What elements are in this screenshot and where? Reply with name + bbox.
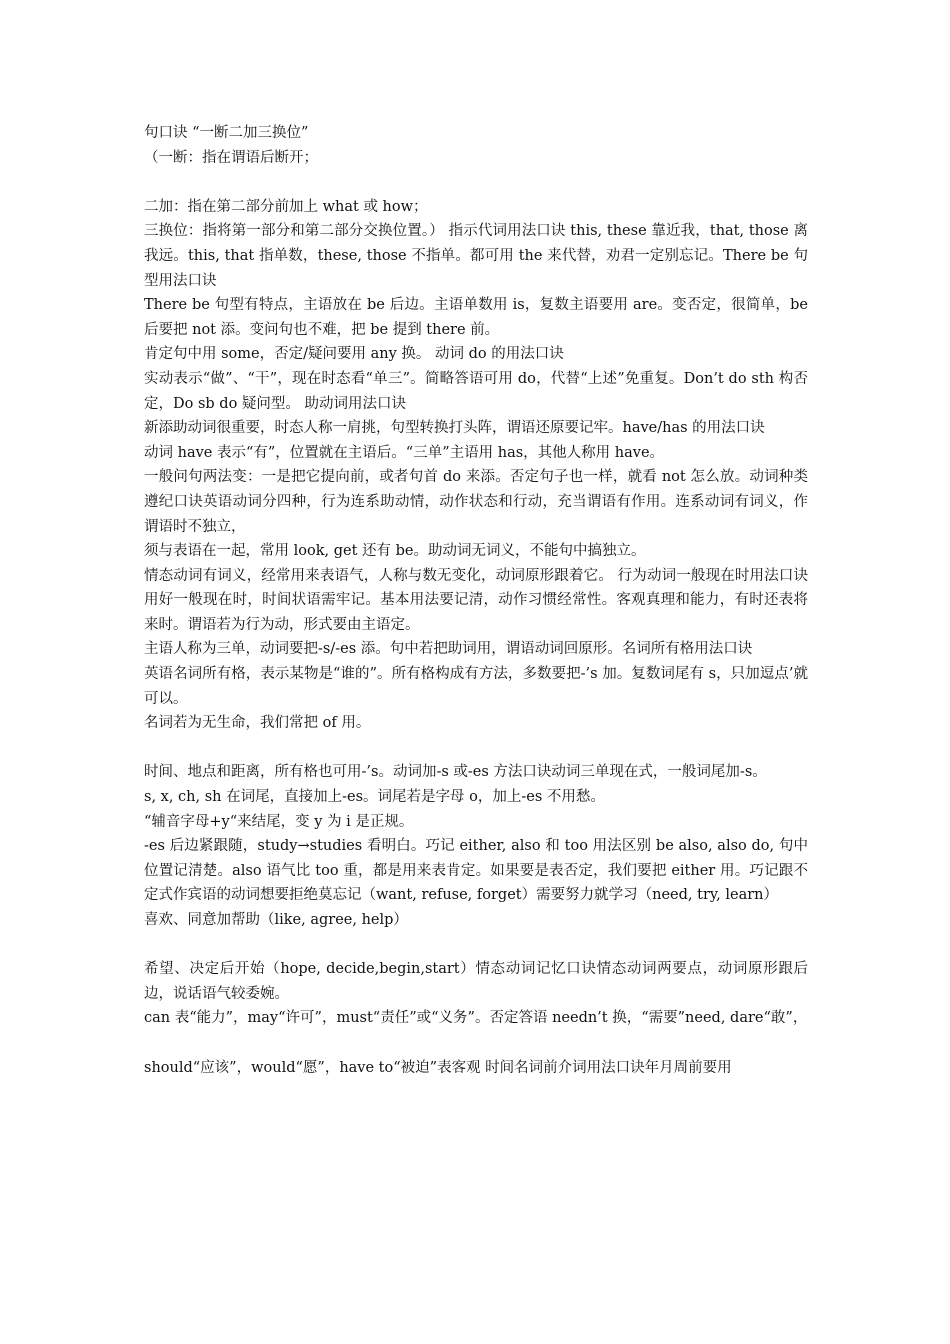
blank-line xyxy=(144,170,808,195)
paragraph: 动词 have 表示“有”，位置就在主语后。“三单”主语用 has，其他人称用 have。 xyxy=(144,444,665,461)
paragraph: 肯定句中用 some，否定/疑问要用 any 换。 动词 do 的用法口诀 xyxy=(144,346,564,363)
document-page xyxy=(144,121,813,1080)
paragraph: There be 句型有特点，主语放在 be 后边。主语单数用 is，复数主语要用 are。变否定，很简单，be 后要把 not 添。变问句也不难，把 be 提到 there 前。 xyxy=(144,297,813,338)
paragraph: 须与表语在一起，常用 look, get 还有 be。助动词无词义，不能句中搞独立。 xyxy=(144,543,646,560)
paragraph: 希望、决定后开始（hope, decide,begin,start）情态动词记忆口诀情态动词两要点，动词原形跟后边，说话语气较委婉。 xyxy=(144,961,808,1002)
paragraph: （一断：指在谓语后断开； xyxy=(144,149,318,166)
paragraph: s, x, ch, sh 在词尾，直接加上-es。词尾若是字母 o，加上-es 不用愁。 xyxy=(144,789,605,806)
paragraph: can 表“能力”，may“许可”，must“责任”或“义务”。否定答语 needn’t 换，“需要”need, dare“敢”， xyxy=(144,1010,808,1027)
paragraph: 句口诀 “一断二加三换位” xyxy=(144,125,309,141)
paragraph: 喜欢、同意加帮助（like, agree, help） xyxy=(144,912,408,928)
blank-line xyxy=(144,933,808,958)
paragraph: 情态动词有词义，经常用来表语气，人称与数无变化，动词原形跟着它。 行为动词一般现在时用法口诀用好一般现在时，时间状语需牢记。基本用法要记清，动作习惯经常性。客观真理和能力，有时还表将来时。谓语若为行为动，形式要由主语定。 xyxy=(144,567,808,633)
paragraph: should“应该”，would“愿”，have to“被迫”表客观 时间名词前介词用法口诀年月周前要用 xyxy=(144,1059,732,1076)
paragraph: 三换位：指将第一部分和第二部分交换位置。） 指示代词用法口诀 this, these 靠近我，that, those 离我远。this, that 指单数，these, those 不指单。都可用 the 来代替，劝君一定别忘记。There be 句型用法口诀 xyxy=(144,223,808,289)
blank-line xyxy=(144,736,808,761)
paragraph: 英语名词所有格，表示某物是“谁的”。所有格构成有方法，多数要把-’s 加。复数词尾有 s，只加逗点’就可以。 xyxy=(144,666,808,707)
paragraph: 二加：指在第二部分前加上 what 或 how； xyxy=(144,198,428,215)
paragraph: 实动表示“做”、“干”，现在时态看“单三”。简略答语可用 do，代替“上述”免重复。Don’t do sth 构否定，Do sb do 疑问型。 助动词用法口诀 xyxy=(144,370,808,412)
paragraph: 名词若为无生命，我们常把 of 用。 xyxy=(144,715,371,732)
paragraph: -es 后边紧跟随，study→studies 看明白。巧记 either, also 和 too 用法区别 be also, also do, 句中位置记清楚。also 语气比 too 重，都是用来表肯定。如果要是表否定，我们要把 either 用。巧记跟不定式作宾语的动词想要拒绝莫忘记（want, refuse, forget）需要努力就学习（need, try, learn） xyxy=(144,838,808,904)
blank-line xyxy=(144,1031,808,1056)
paragraph: 新添助动词很重要，时态人称一肩挑，句型转换打头阵，谓语还原要记牢。have/has 的用法口诀 xyxy=(144,420,765,437)
paragraph: 时间、地点和距离，所有格也可用-’s。动词加-s 或-es 方法口诀动词三单现在式，一般词尾加-s。 xyxy=(144,764,767,781)
paragraph: 一般问句两法变：一是把它提向前，或者句首 do 来添。否定句子也一样，就看 not 怎么放。动词种类遵纪口诀英语动词分四种，行为连系助动情，动作状态和行动，充当谓语有作用。连系动词有词义，作谓语时不独立， xyxy=(144,469,808,535)
paragraph: “辅音字母+y“来结尾，变 y 为 i 是正规。 xyxy=(144,813,414,830)
paragraph: 主语人称为三单，动词要把-s/-es 添。句中若把助词用，谓语动词回原形。名词所有格用法口诀 xyxy=(144,641,753,658)
